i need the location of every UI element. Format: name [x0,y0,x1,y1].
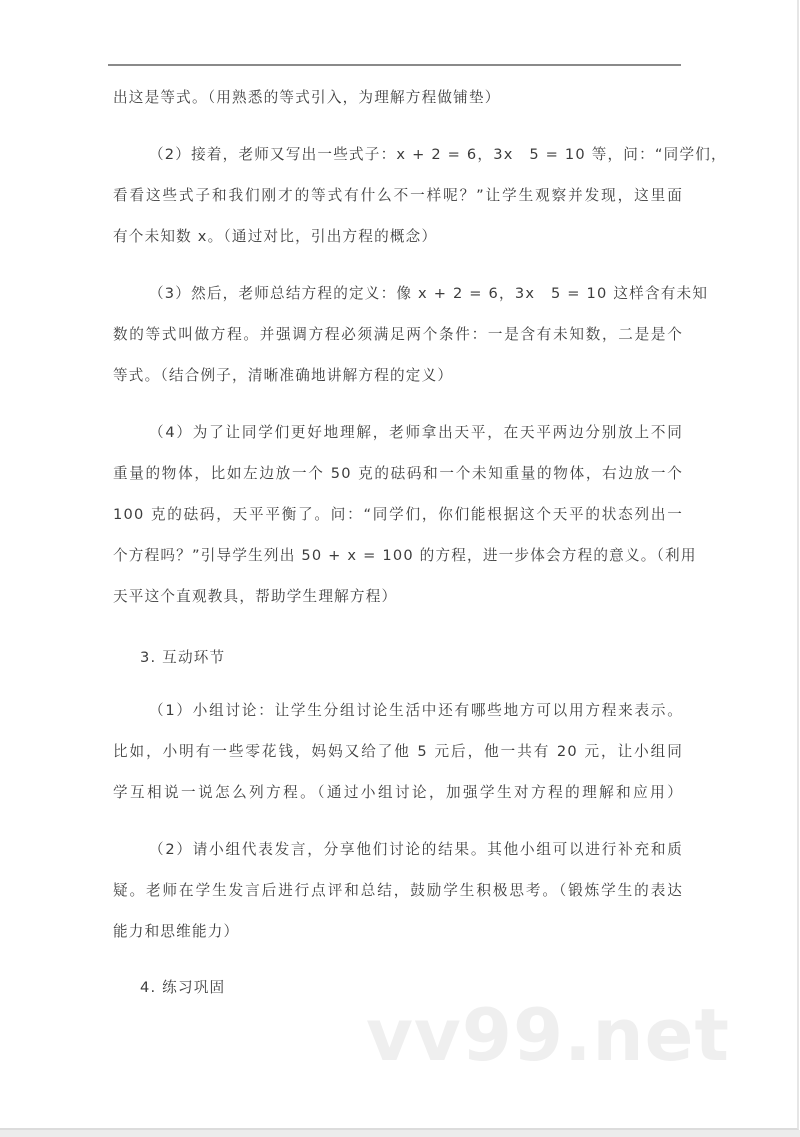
paragraph-line: 出这是等式。（用熟悉的等式引入，为理解方程做铺垫） [113,89,501,106]
paragraph-line: 个方程吗？”引导学生列出 50 + x = 100 的方程，进一步体会方程的意义。（利用 [113,547,697,564]
page-bottom-edge [0,1130,800,1137]
paragraph-line: 等式。（结合例子，清晰准确地讲解方程的定义） [113,367,454,384]
paragraph-line: （4）为了让同学们更好地理解，老师拿出天平，在天平两边分别放上不同 [149,424,683,441]
paragraph-line: （2）请小组代表发言，分享他们讨论的结果。其他小组可以进行补充和质 [149,841,683,858]
paragraph-line: 能力和思维能力） [113,923,240,940]
paragraph-line: 看看这些式子和我们刚才的等式有什么不一样呢？”让学生观察并发现，这里面 [113,187,683,204]
header-rule [108,64,681,66]
paragraph-line: 数的等式叫做方程。并强调方程必须满足两个条件：一是含有未知数，二是是个 [113,326,683,343]
paragraph-line: 天平这个直观教具，帮助学生理解方程） [113,588,398,605]
paragraph-line: 学互相说一说怎么列方程。（通过小组讨论，加强学生对方程的理解和应用） [113,784,683,801]
section-heading: 3. 互动环节 [140,649,226,666]
paragraph-line: 100 克的砝码，天平平衡了。问：“同学们，你们能根据这个天平的状态列出一 [113,506,683,523]
section-heading: 4. 练习巩固 [140,979,226,996]
paragraph-line: 比如，小明有一些零花钱，妈妈又给了他 5 元后，他一共有 20 元，让小组同 [113,743,683,760]
paragraph-line: 有个未知数 x。（通过对比，引出方程的概念） [113,228,438,245]
paragraph-line: 重量的物体，比如左边放一个 50 克的砝码和一个未知重量的物体，右边放一个 [113,465,683,482]
paragraph-line: 疑。老师在学生发言后进行点评和总结，鼓励学生积极思考。（锻炼学生的表达 [113,882,683,899]
paragraph-line: （2）接着，老师又写出一些式子：x + 2 = 6，3x 5 = 10 等，问：“同学们， [149,146,727,163]
paragraph-line: （1）小组讨论：让学生分组讨论生活中还有哪些地方可以用方程来表示。 [149,702,683,719]
watermark: vv99.net [366,993,730,1077]
paragraph-line: （3）然后，老师总结方程的定义：像 x + 2 = 6，3x 5 = 10 这样含有未知 [149,285,709,302]
